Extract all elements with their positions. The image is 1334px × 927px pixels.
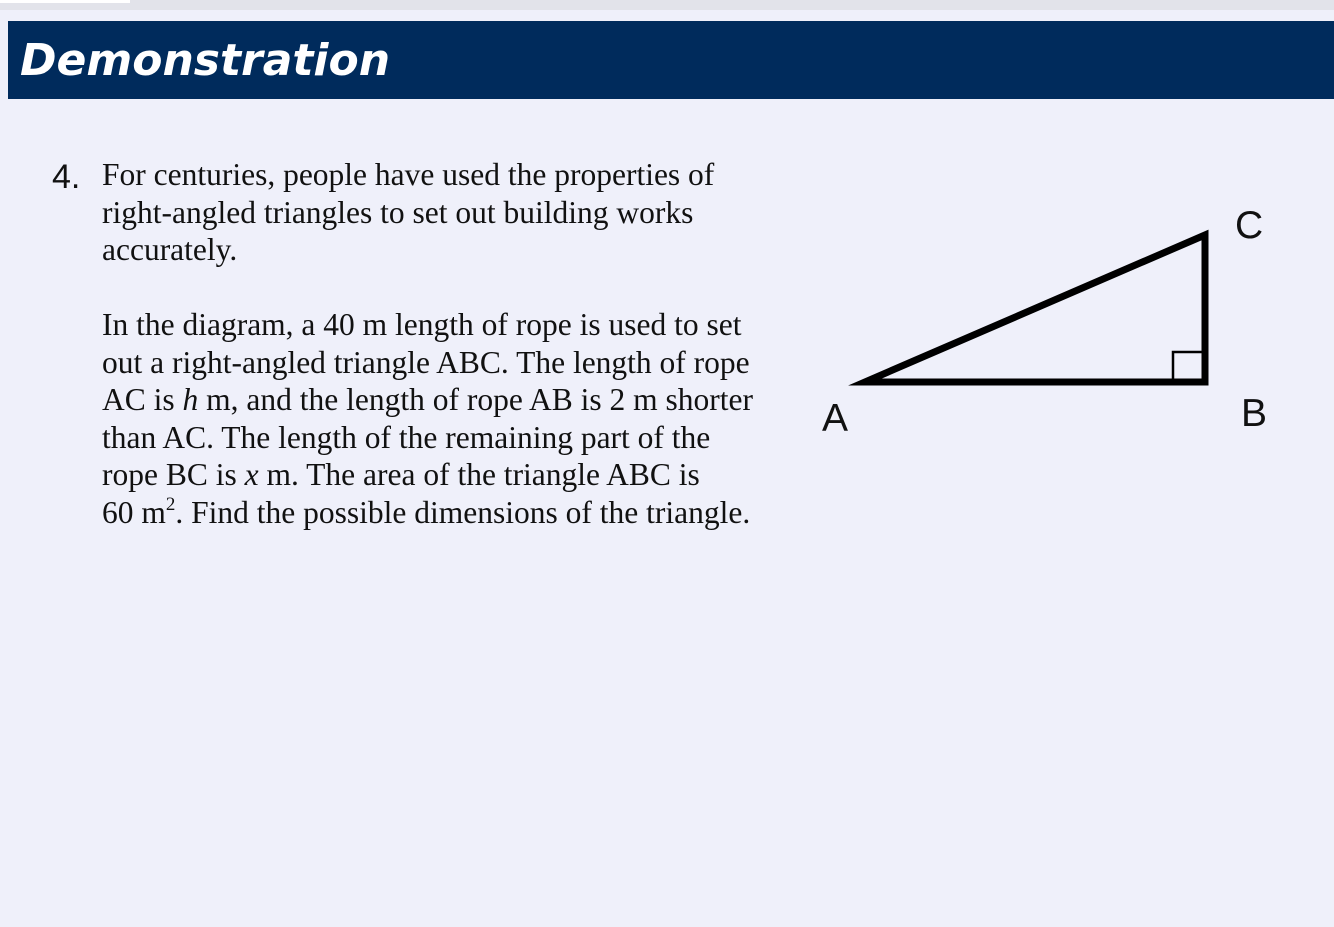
variable-h: h [182,382,199,417]
body-line-2: out a right-angled triangle ABC. The length of rope [102,344,750,380]
body-line-6-end: . Find the possible dimensions of the triangle. [175,494,751,530]
intro-line-3: accurately. [102,232,238,267]
body-line-5 [102,456,792,494]
top-strip-accent [0,0,130,3]
body-line-5-start: rope BC is [102,457,245,492]
intro-line-2: right-angled triangles to set out building works [102,194,694,230]
body-line-3 [102,381,792,419]
vertex-label-c: C [1235,204,1264,247]
right-angle-marker [1173,352,1203,380]
top-strip [0,0,1334,10]
superscript-2: 2 [165,493,176,515]
body-line-6 [102,494,792,532]
question-intro-paragraph [102,156,792,269]
vertex-label-a: A [822,397,849,440]
title-bar [8,21,1334,99]
triangle-abc [865,235,1205,382]
variable-x: x [244,457,259,492]
intro-line-1: For centuries, people have used the properties of [102,157,715,192]
body-line-4: than AC. The length of the remaining part of the [102,419,711,455]
body-line-3-start: AC is [102,382,183,417]
vertex-label-b: B [1241,392,1268,435]
body-line-3-end: m, and the length of rope AB is 2 m shorter [198,382,753,417]
page-title: Demonstration [20,35,391,86]
question-number: 4. [52,158,81,196]
question-body-paragraph [102,306,792,531]
body-line-1: In the diagram, a 40 m length of rope is used to set [102,307,742,342]
triangle-diagram [800,190,1300,450]
body-line-5-end: m. The area of the triangle ABC is [258,457,700,492]
body-line-6-start: 60 m [102,494,166,530]
